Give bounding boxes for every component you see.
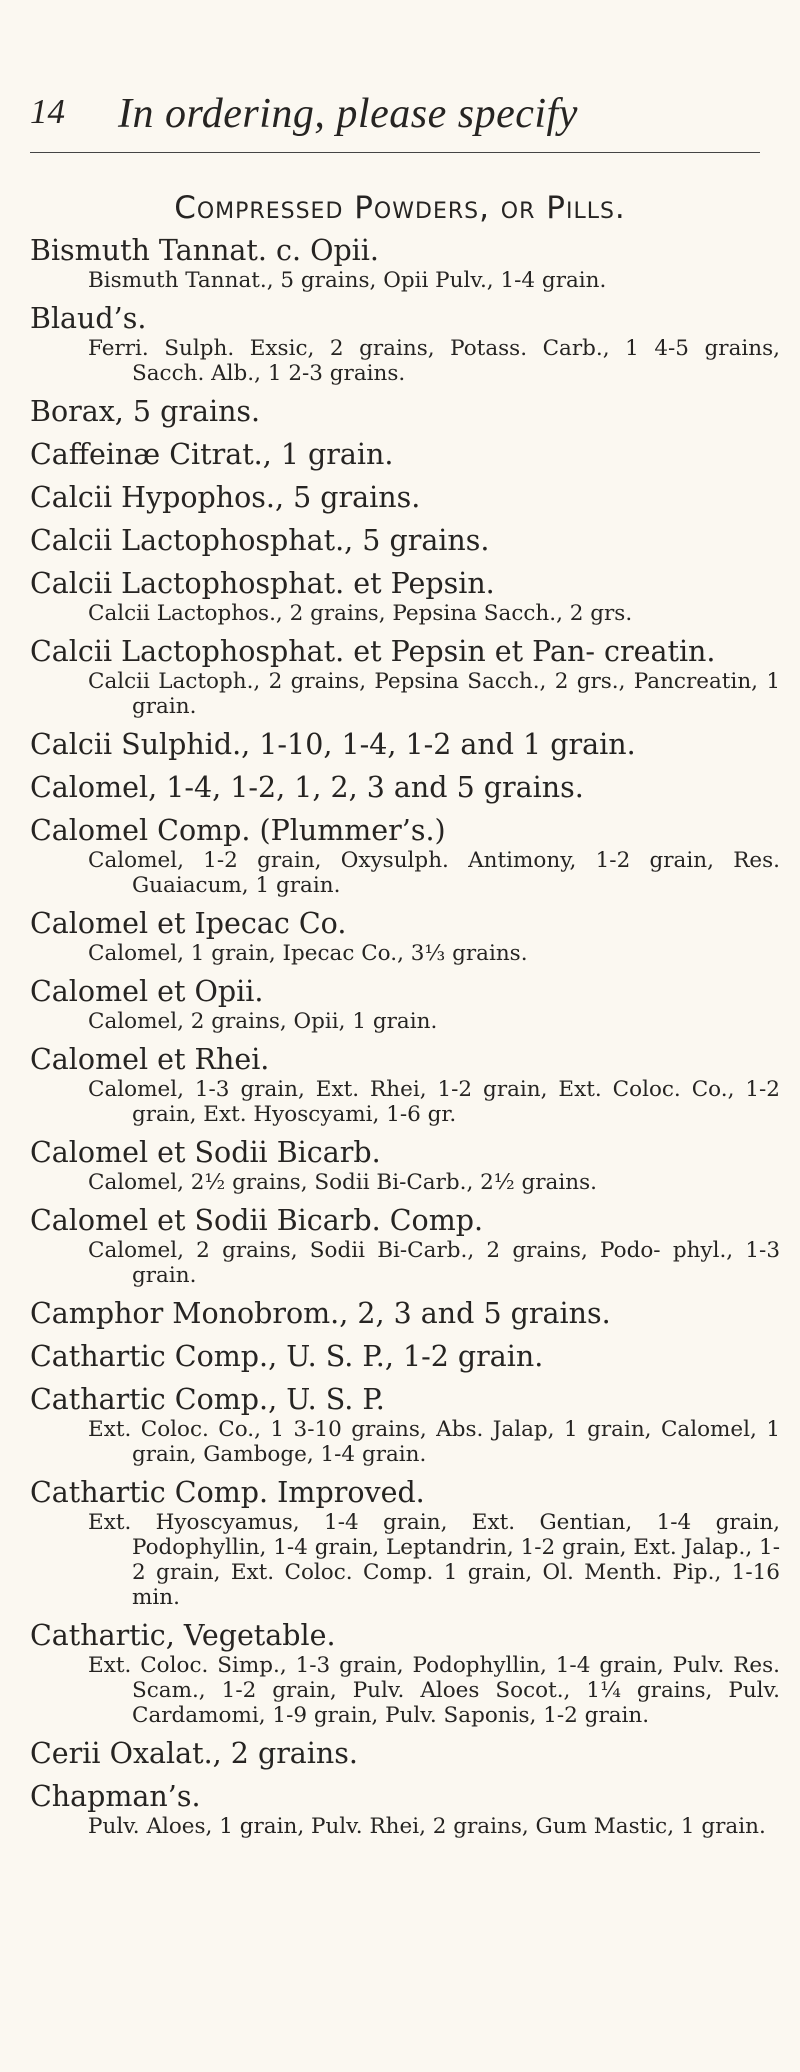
product-name: Calcii Hypophos., 5 grains. <box>30 481 421 514</box>
product-name: Cathartic Comp., U. S. P., 1-2 grain. <box>30 1340 544 1373</box>
product-name: Calcii Lactophosphat. et Pepsin. <box>30 567 495 600</box>
product-entry <box>30 524 780 558</box>
product-name: Calomel, 1-4, 1-2, 1, 2, 3 and 5 grains. <box>30 771 584 804</box>
product-entry <box>30 395 780 429</box>
product-entry <box>30 234 780 293</box>
product-entry <box>30 1340 780 1374</box>
product-name: Cathartic, Vegetable. <box>30 1619 336 1652</box>
product-entry <box>30 1043 780 1127</box>
product-formula: Ferri. Sulph. Exsic, 2 grains, Potass. Carb., 1 4-5 grains, Sacch. Alb., 1 2-3 grains. <box>88 336 780 386</box>
product-name: Chapman’s. <box>30 1780 201 1813</box>
product-entry <box>30 1297 780 1331</box>
section-title: Compressed Powders, or Pills. <box>174 190 626 226</box>
product-formula: Bismuth Tannat., 5 grains, Opii Pulv., 1-4 grain. <box>88 268 607 293</box>
product-formula: Ext. Hyoscyamus, 1-4 grain, Ext. Gentian, 1-4 grain, Podophyllin, 1-4 grain, Leptandrin, 1-2 grain, Ext. Jalap., 1-2 grain, Ext. Coloc. Comp. 1 grain, Ol. Menth. Pip., 1-16 min. <box>88 1510 780 1610</box>
product-entry <box>30 438 780 472</box>
product-list <box>30 234 780 1848</box>
product-formula: Calcii Lactoph., 2 grains, Pepsina Sacch., 2 grs., Pancreatin, 1 grain. <box>88 669 780 719</box>
product-name: Borax, 5 grains. <box>30 395 261 428</box>
product-formula: Pulv. Aloes, 1 grain, Pulv. Rhei, 2 grains, Gum Mastic, 1 grain. <box>88 1814 766 1839</box>
product-entry <box>30 907 780 966</box>
product-formula: Calomel, 1 grain, Ipecac Co., 3⅓ grains. <box>88 941 528 966</box>
product-name: Calcii Lactophosphat. et Pepsin et Pan- creatin. <box>30 635 716 668</box>
product-entry <box>30 1780 780 1839</box>
product-formula: Ext. Coloc. Co., 1 3-10 grains, Abs. Jalap, 1 grain, Calomel, 1 grain, Gamboge, 1-4 grain. <box>88 1417 780 1467</box>
product-entry <box>30 567 780 626</box>
product-formula: Calcii Lactophos., 2 grains, Pepsina Sacch., 2 grs. <box>88 601 633 626</box>
product-formula: Calomel, 2 grains, Opii, 1 grain. <box>88 1009 438 1034</box>
product-entry <box>30 728 780 762</box>
product-name: Calomel et Rhei. <box>30 1043 270 1076</box>
product-formula: Calomel, 1-2 grain, Oxysulph. Antimony, 1-2 grain, Res. Guaiacum, 1 grain. <box>88 848 780 898</box>
product-entry <box>30 481 780 515</box>
product-formula: Calomel, 2½ grains, Sodii Bi-Carb., 2½ grains. <box>88 1170 597 1195</box>
product-entry <box>30 814 780 898</box>
running-title: In ordering, please specify <box>118 91 578 137</box>
product-entry <box>30 1619 780 1728</box>
product-name: Calomel Comp. (Plummer’s.) <box>30 814 446 847</box>
product-name: Camphor Monobrom., 2, 3 and 5 grains. <box>30 1297 611 1330</box>
product-name: Cathartic Comp. Improved. <box>30 1476 425 1509</box>
product-formula: Calomel, 1-3 grain, Ext. Rhei, 1-2 grain, Ext. Coloc. Co., 1-2 grain, Ext. Hyoscyami, 1-6 gr. <box>88 1077 780 1127</box>
product-name: Calomel et Sodii Bicarb. Comp. <box>30 1204 484 1237</box>
product-entry <box>30 1476 780 1610</box>
product-name: Calcii Lactophosphat., 5 grains. <box>30 524 490 557</box>
product-entry <box>30 771 780 805</box>
product-name: Calomel et Opii. <box>30 975 264 1008</box>
product-name: Calomel et Sodii Bicarb. <box>30 1136 381 1169</box>
product-entry <box>30 975 780 1034</box>
product-formula: Calomel, 2 grains, Sodii Bi-Carb., 2 grains, Podo- phyl., 1-3 grain. <box>88 1238 780 1288</box>
product-name: Cathartic Comp., U. S. P. <box>30 1383 385 1416</box>
product-entry <box>30 302 780 386</box>
page-number: 14 <box>30 92 65 131</box>
product-entry <box>30 1136 780 1195</box>
page-header <box>30 90 760 156</box>
header-rule <box>30 152 760 153</box>
product-name: Cerii Oxalat., 2 grains. <box>30 1737 358 1770</box>
product-entry <box>30 1737 780 1771</box>
product-name: Bismuth Tannat. c. Opii. <box>30 234 379 267</box>
product-entry <box>30 1204 780 1288</box>
product-entry <box>30 1383 780 1467</box>
product-formula: Ext. Coloc. Simp., 1-3 grain, Podophyllin, 1-4 grain, Pulv. Res. Scam., 1-2 grain, Pulv. Aloes Socot., 1¼ grains, Pulv. Cardamomi, 1-9 grain, Pulv. Saponis, 1-2 grain. <box>88 1653 780 1728</box>
product-entry <box>30 635 780 719</box>
product-name: Blaud’s. <box>30 302 147 335</box>
product-name: Calomel et Ipecac Co. <box>30 907 347 940</box>
product-name: Calcii Sulphid., 1-10, 1-4, 1-2 and 1 grain. <box>30 728 636 761</box>
product-name: Caffeinæ Citrat., 1 grain. <box>30 438 394 471</box>
